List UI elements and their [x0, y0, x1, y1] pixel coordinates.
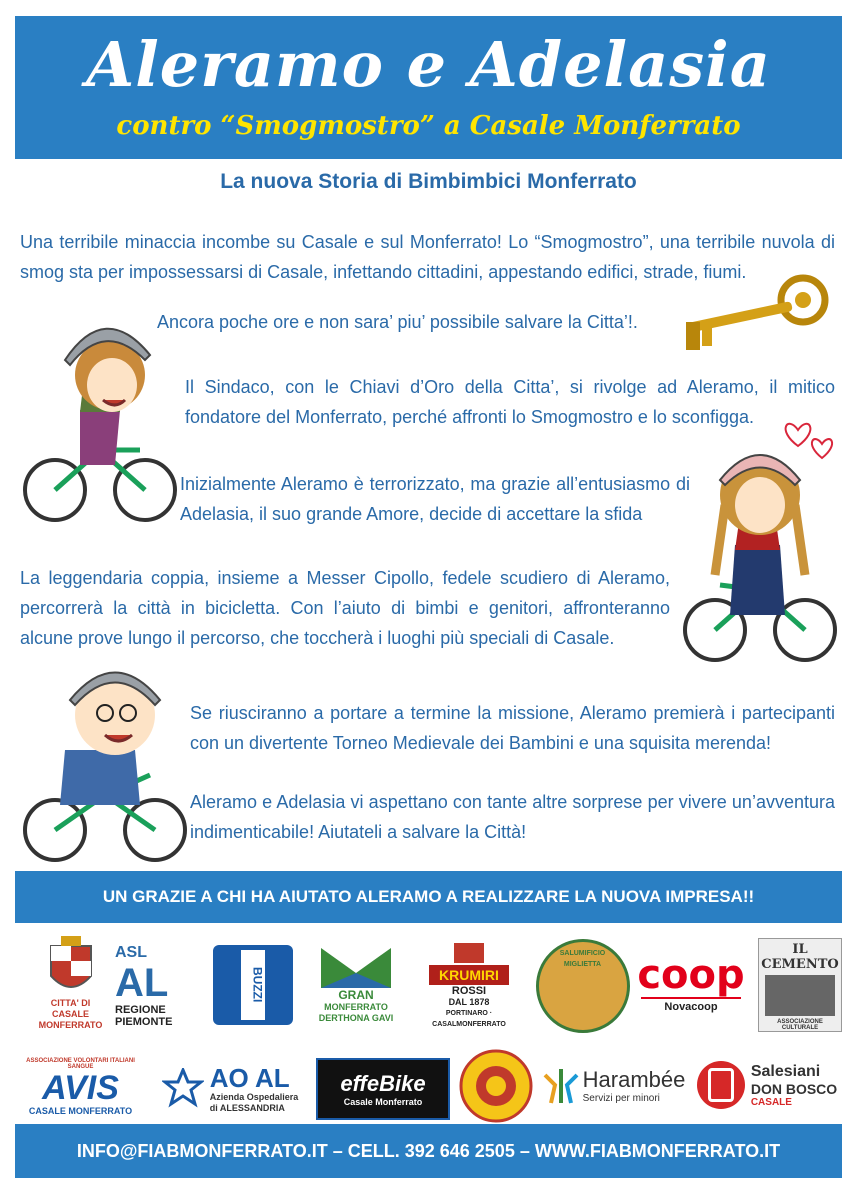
header-banner: [15, 16, 842, 159]
paragraph-intro: Una terribile minaccia incombe su Casale e sul Monferrato! Lo “Smogmostro”, una terribile nuvola di smog sta per impossessarsi di Casale, infettando cittadini, appestando edifici, strade, fiumi.: [20, 232, 835, 282]
adelasia-cyclist-illustration: [680, 435, 840, 665]
buzzi-logo: [210, 942, 295, 1027]
salumificio-label: SALUMIFICIO MIGLIETTA: [559, 949, 606, 968]
effebike-sub-label: Casale Monferrato: [343, 1096, 423, 1107]
krumiri-since-label: DAL 1878: [448, 996, 490, 1007]
comune-label-bottom: CASALE MONFERRATO: [38, 1009, 103, 1030]
city-crest-icon: [46, 936, 96, 998]
cemento-sub-label: ASSOCIAZIONE CULTURALE: [777, 1019, 823, 1031]
avis-label: AVIS: [42, 1068, 119, 1107]
asl-al-logo: [115, 938, 207, 1033]
hills-icon: [321, 948, 391, 988]
paragraph-closing: Aleramo e Adelasia vi aspettano con tante altre sorprese per vivere un’avventura indimenticabile! Aiutateli a salvare la Città!: [190, 792, 835, 842]
salesiani-icon: [697, 1061, 745, 1109]
paragraph-couple: La leggendaria coppia, insieme a Messer Cipollo, fedele scudiero di Aleramo, percorrerà la città in bicicletta. Con l’aiuto di bimbi e genitori, affronteranno alcune prove lungo il percorso, che toccherà i luoghi più speciali di Casale.: [20, 568, 670, 648]
avis-bottom-label: CASALE MONFERRATO: [28, 1105, 133, 1116]
gran-monferrato-label: MONFERRATO: [324, 1002, 388, 1012]
poster-subtitle: contro “Smogmostro” a Casale Monferrato: [116, 111, 741, 141]
paragraph-mission: Se riusciranno a portare a termine la missione, Aleramo premierà i partecipanti con un divertente Torneo Medievale dei Bambini e una squisita merenda!: [190, 703, 835, 753]
salesiani-logo: [692, 1055, 842, 1115]
krumiri-address-label: PORTINARO · CASALMONFERRATO: [432, 1009, 506, 1028]
comune-casale-logo: [28, 936, 113, 1031]
avis-top-label: ASSOCIAZIONE VOLONTARI ITALIANI SANGUE: [26, 1057, 135, 1070]
contact-bar: INFO@FIABMONFERRATO.IT – CELL. 392 646 2505 – WWW.FIABMONFERRATO.IT: [15, 1124, 842, 1178]
fiab-emblem-logo: [458, 1048, 534, 1124]
asl-al-label: AL: [115, 960, 169, 1005]
star-badge-icon: [162, 1068, 204, 1110]
salumificio-miglietta-logo: [535, 938, 630, 1033]
effebike-logo: [316, 1058, 450, 1120]
figures-icon: [543, 1065, 579, 1105]
gran-label: GRAN: [338, 988, 374, 1002]
poster-title: Aleramo e Adelasia: [86, 28, 771, 101]
golden-key-illustration: [668, 272, 833, 362]
avis-logo: [18, 1058, 143, 1116]
krumiri-rossi-label: ROSSI: [451, 984, 487, 997]
donbosco-label: DON BOSCO: [750, 1080, 838, 1097]
gran-derthona-label: DERTHONA GAVI: [318, 1013, 394, 1023]
novacoop-label: Novacoop: [641, 997, 741, 1013]
salesiani-label: Salesiani: [750, 1062, 821, 1080]
comune-label-top: CITTA' DI: [50, 998, 91, 1008]
story-heading: La nuova Storia di Bimbimbici Monferrato: [220, 170, 637, 193]
aoal-sub2-label: di ALESSANDRIA: [209, 1103, 285, 1113]
asl-label: ASL: [115, 943, 147, 961]
cipollo-cyclist-illustration: [20, 655, 190, 870]
effebike-label: effeBike: [340, 1070, 426, 1096]
krumiri-rossi-logo: [413, 940, 525, 1032]
paragraph-time: Ancora poche ore e non sara’ piu’ possibile salvare la Citta’!.: [157, 312, 638, 332]
thanks-bar: UN GRAZIE A CHI HA AIUTATO ALERAMO A REALIZZARE LA NUOVA IMPRESA!!: [15, 871, 842, 923]
coop-label: coop: [637, 951, 745, 998]
paragraph-adelasia: Inizialmente Aleramo è terrorizzato, ma grazie all’entusiasmo di Adelasia, il suo grande Amore, decide di accettare la sfida: [180, 474, 690, 524]
cemento-label: IL CEMENTO: [761, 942, 839, 972]
krumiri-label: KRUMIRI: [429, 965, 509, 985]
buzzi-label: BUZZI: [241, 950, 265, 1020]
harambee-logo: [540, 1055, 688, 1115]
gran-monferrato-logo: [306, 940, 406, 1032]
paragraph-mayor: Il Sindaco, con le Chiavi d’Oro della Citta’, si rivolge ad Aleramo, il mitico fondatore del Monferrato, perché affronti lo Smogmostro e lo sconfigga.: [185, 377, 835, 427]
emblem-icon: [459, 1049, 533, 1123]
coop-logo: [636, 945, 746, 1020]
piemonte-label: PIEMONTE: [115, 1015, 173, 1028]
salesiani-casale-label: CASALE: [750, 1096, 792, 1108]
aleramo-cyclist-illustration: [20, 300, 180, 530]
aoal-logo: [155, 1060, 305, 1118]
harambee-sub-label: Servizi per minori: [582, 1092, 660, 1104]
aoal-sub1-label: Azienda Ospedaliera: [209, 1092, 299, 1102]
harambee-label: Harambée: [582, 1066, 686, 1092]
aoal-label: AO AL: [209, 1063, 290, 1093]
il-cemento-logo: [758, 938, 842, 1032]
regione-label: REGIONE: [115, 1003, 166, 1016]
